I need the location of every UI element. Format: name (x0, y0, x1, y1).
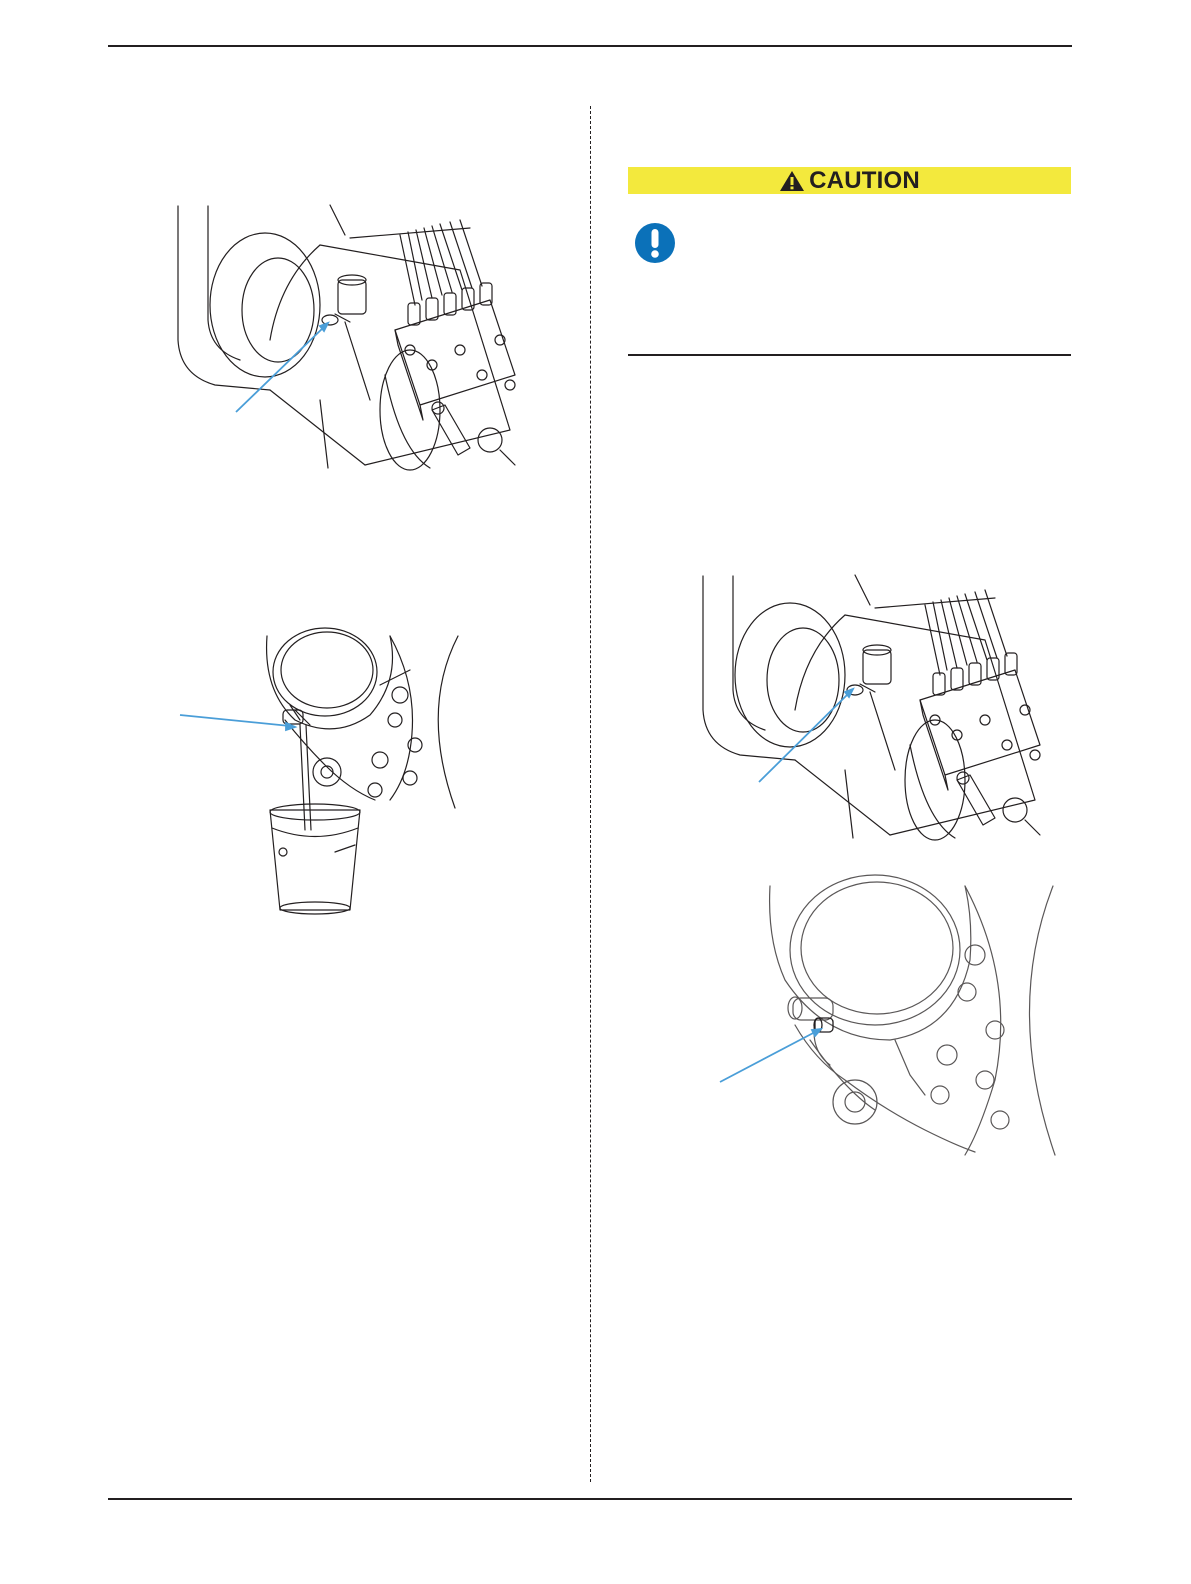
caution-title: CAUTION (809, 167, 920, 194)
header-rule (108, 45, 1072, 47)
illustration-drain-bucket (175, 630, 465, 920)
mandatory-exclamation-icon (634, 222, 676, 264)
column-divider (590, 106, 591, 1482)
caution-banner (628, 167, 1071, 194)
illustration-drain-valve (715, 880, 1060, 1160)
warning-triangle-icon (779, 170, 805, 192)
caution-bottom-rule (628, 354, 1071, 356)
illustration-filter-plug-left (170, 200, 530, 475)
illustration-filter-plug-right (695, 570, 1055, 845)
footer-rule (108, 1498, 1072, 1500)
